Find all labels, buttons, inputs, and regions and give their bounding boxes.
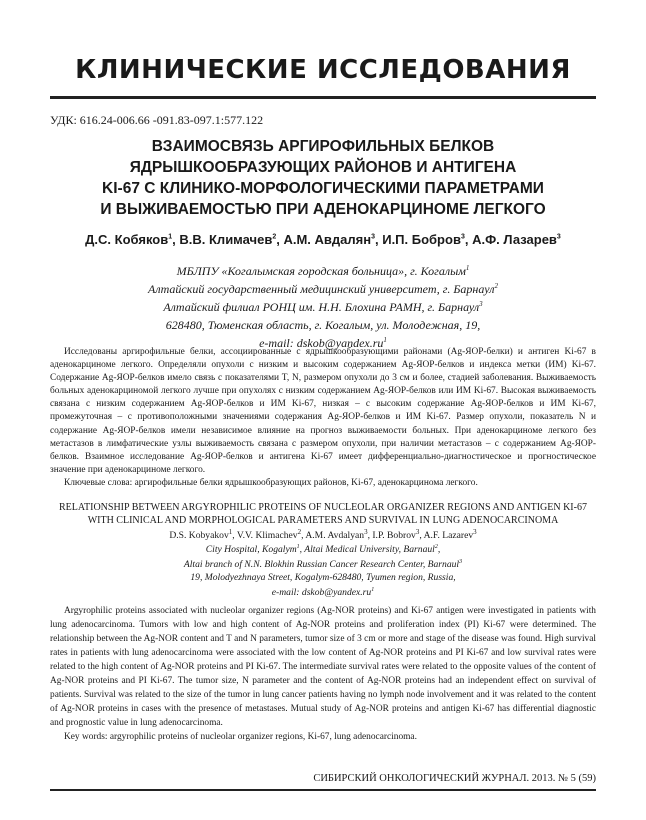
affiliation-text: , Altai Medical University, Barnaul (299, 544, 435, 556)
author-sup: 3 (473, 528, 477, 536)
author-sup: 2 (272, 233, 277, 241)
author-sup: 3 (556, 233, 561, 241)
affiliation-text: МБЛПУ «Когалымская городская больница», г. Когалым (176, 264, 466, 278)
author-name: V.V. Klimachev (236, 530, 298, 542)
title-ru-line: ЯДРЫШКООБРАЗУЮЩИХ РАЙОНОВ И АНТИГЕНА (129, 159, 517, 176)
author-name: A.F. Lazarev (423, 530, 474, 542)
author-sup: 3 (364, 528, 368, 536)
author-name: D.S. Kobyakov (169, 530, 229, 542)
section-title: КЛИНИЧЕСКИЕ ИССЛЕДОВАНИЯ (75, 55, 571, 85)
affiliation-line (50, 571, 596, 584)
affiliation-sup: 1 (383, 336, 387, 344)
title-ru-line: И ВЫЖИВАЕМОСТЬЮ ПРИ АДЕНОКАРЦИНОМЕ ЛЕГКОГО (100, 201, 546, 218)
journal-footer: СИБИРСКИЙ ОНКОЛОГИЧЕСКИЙ ЖУРНАЛ. 2013. № 5 (59) (313, 773, 596, 784)
affiliations-ru (50, 261, 596, 351)
article-title-ru (50, 136, 596, 220)
affiliation-line (50, 315, 596, 333)
abstract-ru (50, 346, 596, 490)
affiliation-sup: 1 (296, 544, 300, 550)
title-en-line: RELATIONSHIP BETWEEN ARGYROPHILIC PROTEINS OF NUCLEOLAR ORGANIZER REGIONS AND ANTIGEN KI-67 (59, 502, 587, 513)
affiliation-sup: 3 (459, 559, 463, 566)
affiliations-en (50, 541, 596, 600)
author-name: И.П. Бобров (382, 232, 461, 247)
author-name: В.В. Климачев (179, 232, 273, 247)
affiliation-text: 628480, Тюменская область, г. Когалым, ул. Молодежная, 19, (165, 318, 481, 332)
authors-en: D.S. Kobyakov$^1$, V.V. Klimachev$^2$, A.M. Avdalyan$^3$, I.P. Bobrov$^3$, A.F. Lazarev$^3$ (169, 528, 477, 542)
abstract-ru-text: Исследованы аргирофильные белки, ассоциированные с ядрышкообразующими районами (Ag-ЯОР-белки) и антиген Ki-67 в аденокарциноме легкого. Определяли опухоли с низким и высоким содержанием Ag-ЯОР-белков и индекса метки (ИМ) Ki-67. Содержание Ag-ЯОР-белков имело связь с показателями T, N, размером опухоли до 3 см и более, стадией заболевания. Выживаемость больных аденокарциномой легкого лучше при опухолях с низким содержанием Ag-ЯОР-белков или ИМ Ki-67. Высокая выживаемость связана с низким содержанием Ag-ЯОР-белков и ИМ Ki-67, низкая – с высоким содержание Ag-ЯОР-белков и ИМ Ki-67, промежуточная – с противоположными значениями содержания Ag-ЯОР-белков и ИМ Ki-67. Размер опухоли, показатель N и содержание Ag-ЯОР-белков имели независимое влияние на прогноз выживаемости больных. При аденокарциноме легкого без метастазов в лимфатические узлы выживаемость связана с размером опухоли, при наличии метастазов – с содержанием Ag-ЯОР-белков. Взаимное исследование Ag-ЯОР-белков и антигена Ki-67 имеет дифференциально-диагностическое и прогностическое значение при аденокарциноме легкого. (50, 347, 596, 475)
author-name: Д.С. Кобяков (85, 232, 169, 247)
keywords-ru: Ключевые слова: аргирофильные белки ядрышкообразующих районов, Ki-67, аденокарцинома легкого. (64, 477, 478, 488)
affiliation-text: Алтайский государственный медицинский университет, г. Барнаул (148, 282, 495, 296)
author-name: А.Ф. Лазарев (472, 232, 557, 247)
email-ru: e-mail: dskob@yandex.ru (259, 336, 384, 350)
title-ru-line: ВЗАИМОСВЯЗЬ АРГИРОФИЛЬНЫХ БЕЛКОВ (151, 138, 495, 155)
affiliation-text: Altai branch of N.N. Blokhin Russian Cancer Research Center, Barnaul (183, 559, 460, 571)
keywords-en: Key words: argyrophilic proteins of nucleolar organizer regions, Ki-67, lung adenocarcinoma. (64, 732, 417, 742)
affiliation-sup: 1 (371, 587, 375, 594)
footer-rule (50, 789, 596, 791)
author-sup: 3 (460, 233, 465, 241)
author-sup: 1 (168, 233, 173, 241)
title-ru-line: KI-67 С КЛИНИКО-МОРФОЛОГИЧЕСКИМИ ПАРАМЕТРАМИ (102, 180, 544, 197)
affiliation-line (50, 279, 596, 297)
author-sup: 3 (415, 528, 420, 536)
affiliation-sup: 2 (494, 282, 498, 290)
author-sup: 3 (371, 233, 375, 241)
affiliation-text: City Hospital, Kogalym (205, 544, 297, 556)
author-sup: 2 (297, 528, 302, 536)
author-name: A.M. Avdalyan (305, 530, 365, 542)
abstract-en-text: Argyrophilic proteins associated with nucleolar organizer regions (Ag-NOR proteins) and Ki-67 antigen were investigated in patients with lung adenocarcinoma. Tumors with low and high content of Ag-NOR proteins and proliferation index (PI) Ki-67 were determined. The relationship between the Ag-NOR content and T and N parameters, tumor size of 3 cm or more and stage of the disease was found. High survival rates in patients with lung adenocarcinoma were associated with the low content of Ag-NOR proteins and PI Ki-67 and low survival rates were related to the high content of Ag-NOR proteins and PI Ki-67. The intermediate survival rates were related to the opposite values of the content of Ag-NOR proteins and PI Ki-67. The tumor size, N parameter and the content of Ag-NOR proteins had an independent effect on survival of patients. Survival was related to the size of the tumor in lung cancer patients having no lymph node involvement and it was related to the content of Ag-NOR proteins in cases with the presence of metastases. Mutual study of Ag-NOR proteins and antigen Ki-67 has differential diagnostic and prognostic value in lung adenocarcinoma. (50, 606, 596, 728)
authors-ru: Д.С. Кобяков$^1$, В.В. Климачев$^2$, А.М. Авдалян$^3$, И.П. Бобров$^3$, А.Ф. Лазарев$^3$ (85, 232, 561, 247)
affiliation-line (50, 297, 596, 315)
affiliation-line (50, 584, 596, 599)
affiliation-text: , (437, 544, 441, 556)
author-name: А.М. Авдалян (283, 232, 372, 247)
affiliation-line (50, 261, 596, 279)
header-rule (50, 96, 596, 99)
email-en: e-mail: dskob@yandex.ru (271, 587, 372, 599)
udc-code: УДК: 616.24-006.66 -091.83-097.1:577.122 (50, 113, 264, 127)
affiliation-line (50, 556, 596, 571)
affiliation-sup: 2 (434, 544, 438, 550)
author-sup: 1 (228, 528, 233, 536)
title-en-line: WITH CLINICAL AND MORPHOLOGICAL PARAMETERS AND SURVIVAL IN LUNG ADENOCARCINOMA (87, 515, 559, 526)
affiliation-line (50, 541, 596, 556)
affiliation-text: 19, Molodyezhnaya Street, Kogalym-628480, Tyumen region, Russia, (190, 572, 456, 584)
article-title-en (50, 501, 596, 527)
affiliation-sup: 3 (479, 300, 483, 308)
abstract-en (50, 604, 596, 744)
author-name: I.P. Bobrov (372, 530, 416, 542)
affiliation-text: Алтайский филиал РОНЦ им. Н.Н. Блохина РАМН, г. Барнаул (163, 300, 480, 314)
affiliation-sup: 1 (465, 264, 470, 272)
